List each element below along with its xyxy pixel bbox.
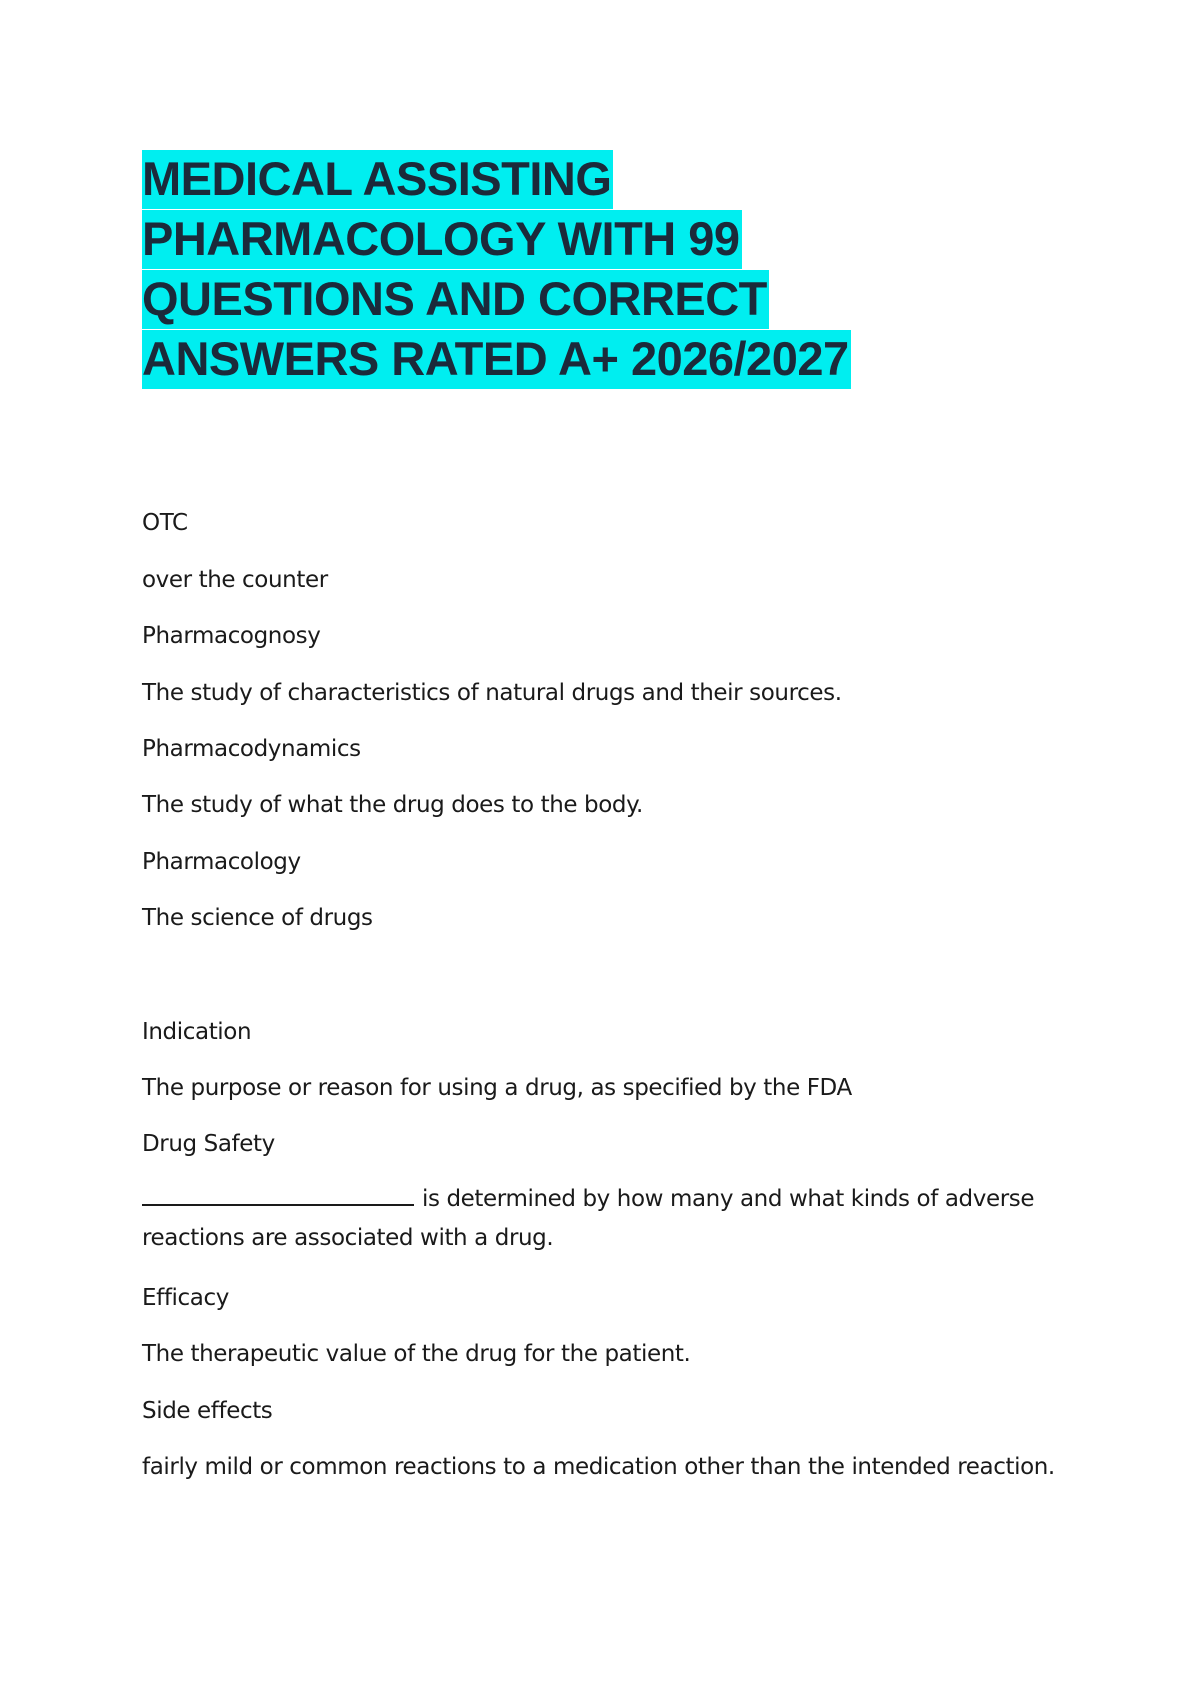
term-text: Pharmacognosy: [142, 623, 321, 649]
term-text: Pharmacodynamics: [142, 736, 361, 762]
definition-text: fairly mild or common reactions to a medication other than the intended reaction.: [142, 1454, 1055, 1480]
term-text: Indication: [142, 1019, 252, 1045]
title-text: MEDICAL ASSISTING: [142, 150, 613, 209]
term-text: Pharmacology: [142, 849, 301, 875]
definition-text: The purpose or reason for using a drug, as specified by the FDA: [142, 1075, 852, 1101]
title-line: [142, 332, 902, 386]
title-line: [142, 272, 902, 326]
term-text: Efficacy: [142, 1285, 229, 1311]
title-line: [142, 152, 902, 206]
title-text: QUESTIONS AND CORRECT: [142, 270, 769, 329]
definition-text: over the counter: [142, 567, 328, 593]
definition-text: The study of characteristics of natural drugs and their sources.: [142, 680, 842, 706]
title-text: ANSWERS RATED A+ 2026/2027: [142, 330, 851, 389]
definition-text: The study of what the drug does to the body.: [142, 792, 643, 818]
title-text: PHARMACOLOGY WITH 99: [142, 210, 742, 269]
fill-in-blank: [142, 1184, 414, 1206]
document-title: [142, 152, 902, 392]
term-text: Drug Safety: [142, 1131, 275, 1157]
definition-text: The therapeutic value of the drug for the patient.: [142, 1341, 691, 1367]
term-text: Side effects: [142, 1398, 273, 1424]
term-text: OTC: [142, 510, 188, 536]
definition-text: The science of drugs: [142, 905, 373, 931]
fill-in-definition: [142, 1180, 1072, 1258]
definition-text: is determined by how many and what kinds of adverse reactions are associated with a drug.: [142, 1186, 1035, 1251]
title-line: [142, 212, 902, 266]
